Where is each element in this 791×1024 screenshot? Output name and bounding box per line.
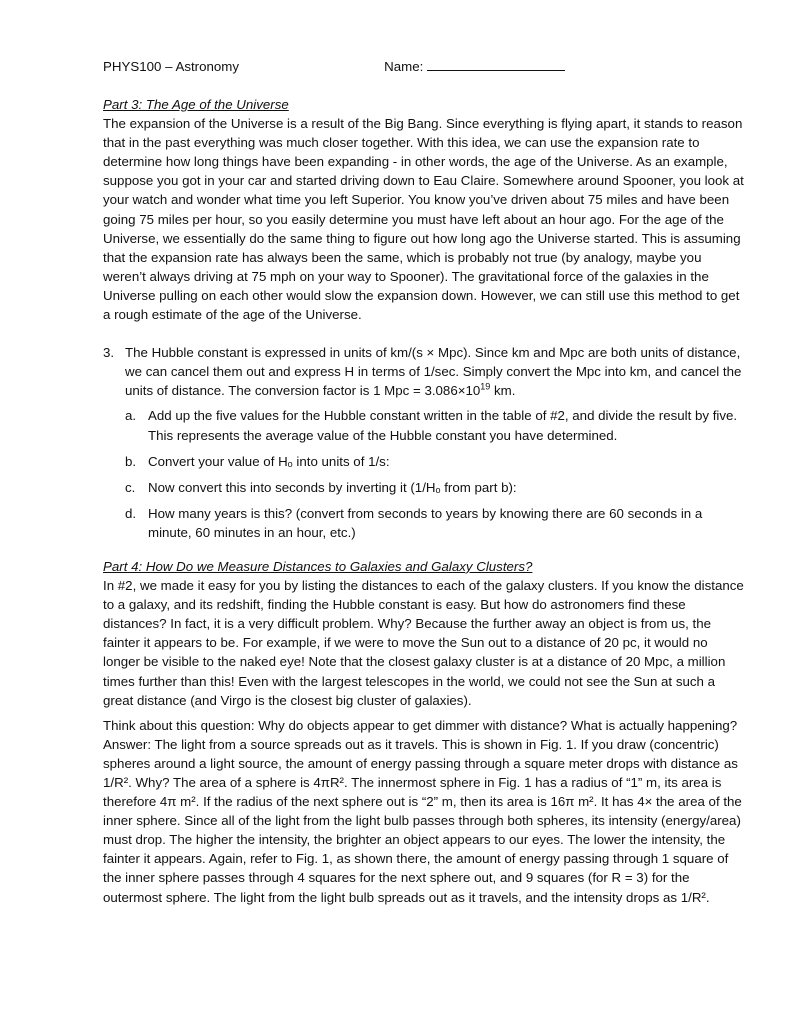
subpart-b <box>125 452 748 471</box>
page-header <box>103 57 748 76</box>
name-field <box>384 57 565 76</box>
name-label: Name: <box>384 59 424 74</box>
subpart-b-letter: b. <box>125 453 137 469</box>
part4-heading: Part 4: How Do we Measure Distances to Galaxies and Galaxy Clusters? <box>103 558 533 574</box>
question-3-text: The Hubble constant is expressed in units of km/(s × Mpc). Since km and Mpc are both units of distance, we can cancel them out and express H in terms of 1/sec. Simply convert the Mpc into km, and cancel the units of distance. The conversion factor is 1 Mpc = 3.086×10 <box>125 345 742 399</box>
subpart-b-text: Convert your value of Hₒ into units of 1/s: <box>148 453 390 469</box>
course-title: PHYS100 – Astronomy <box>103 59 239 74</box>
subpart-d-letter: d. <box>125 505 137 521</box>
subpart-a-text: Add up the five values for the Hubble constant written in the table of #2, and divide the result by five. This represents the average value of the Hubble constant you have determined. <box>148 408 738 443</box>
subpart-c <box>125 478 748 497</box>
question-3-exponent: 19 <box>480 381 491 392</box>
worksheet-page <box>103 57 748 907</box>
subpart-d <box>125 504 748 542</box>
question-3-text-end: km. <box>490 383 516 399</box>
part4-paragraph-2: Think about this question: Why do objects appear to get dimmer with distance? What is actually happening? Answer: The light from a source spreads out as it travels. This is shown in Fig. 1. If you draw (concentric) spheres around a light source, the amount of energy passing through a square meter drops with distance as 1/R². Why? The area of a sphere is 4πR². The innermost sphere in Fig. 1 has a radius of “1” m, its area is therefore 4π m². If the radius of the next sphere out is “2” m, then its area is 16π m². It has 4× the area of the inner sphere. Since all of the light from the light bulb passes through both spheres, its intensity (energy/area) must drop. The higher the intensity, the brighter an object appears to our eyes. The lower the intensity, the fainter it appears. Again, refer to Fig. 1, as shown there, the amount of energy passing through 1 square of the inner sphere passes through 4 squares for the next sphere out, and 9 squares (for R = 3) for the outermost sphere. The light from the light bulb spreads out as it travels, and the intensity drops as 1/R². <box>103 717 742 905</box>
subpart-a-letter: a. <box>125 408 137 424</box>
part3-paragraph: The expansion of the Universe is a result of the Big Bang. Since everything is flying apart, it stands to reason that in the past everything was much closer together. With this idea, we can use the expansion rate to determine how long things have been expanding - in other words, the age of the Universe. As an example, suppose you got in your car and started driving down to Eau Claire. Somewhere around Spooner, you look at your watch and wonder what time you left Superior. You know you’ve driven about 75 miles and have been going 75 miles per hour, so you easily determine you must have left about an hour ago. For the age of the Universe, we essentially do the same thing to figure out how long ago the Universe started. This is assuming that the expansion rate has always been the same, which is probably not true (by analogy, maybe you weren’t always driving at 75 mph on your way to Spooner). The gravitational force of the galaxies in the Universe pulling on each other would slow the expansion down. However, we can still use this method to get a rough estimate of the age of the Universe. <box>103 116 744 323</box>
subpart-a <box>125 406 748 444</box>
name-blank-line <box>427 57 565 71</box>
subpart-c-letter: c. <box>125 479 136 495</box>
part4-paragraph-1: In #2, we made it easy for you by listing the distances to each of the galaxy clusters. If you know the distance to a galaxy, and its redshift, finding the Hubble constant is easy. But how do astronomers find these distances? In fact, it is a very difficult problem. Why? Because the further away an object is from us, the fainter it appears to be. For example, if we were to move the Sun out to a distance of 20 pc, it would no longer be visible to the naked eye! Note that the closest galaxy cluster is at a distance of 20 Mpc, a million times further than this! Even with the largest telescopes in the world, we could not see the Sun at such a great distance (and Virgo is the closest big cluster of galaxies). <box>103 578 744 708</box>
part3-heading: Part 3: The Age of the Universe <box>103 97 289 112</box>
question-3 <box>103 343 748 400</box>
subpart-c-text: Now convert this into seconds by inverting it (1/Hₒ from part b): <box>148 479 517 495</box>
subpart-d-text: How many years is this? (convert from seconds to years by knowing there are 60 seconds in a minute, 60 minutes in an hour, etc.) <box>148 505 703 540</box>
question-3-subparts <box>125 406 748 542</box>
question-3-number: 3. <box>103 345 115 361</box>
